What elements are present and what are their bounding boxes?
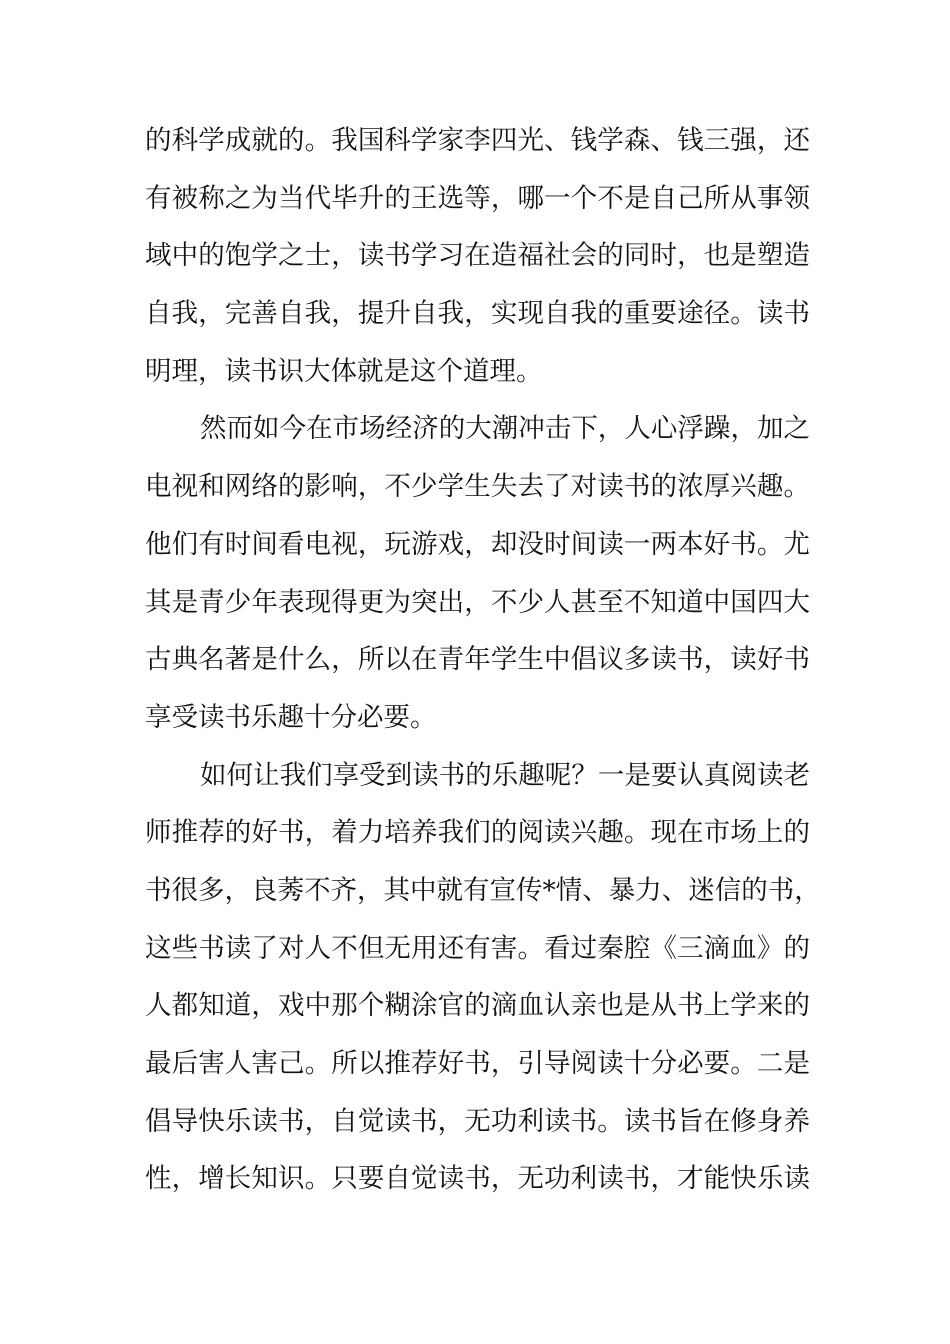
text-line: 倡导快乐读书，自觉读书，无功利读书。读书旨在修身养 (145, 1105, 810, 1137)
text-line: 的科学成就的。我国科学家李四光、钱学森、钱三强，还 (145, 125, 810, 156)
text-line: 如何让我们享受到读书的乐趣呢？一是要认真阅读老 (200, 759, 810, 791)
text-line: 域中的饱学之士，读书学习在造福社会的同时，也是塑造 (145, 240, 810, 272)
body-text (145, 112, 821, 1208)
text-line: 师推荐的好书，着力培养我们的阅读兴趣。现在市场上的 (145, 817, 810, 849)
text-line: 古典名著是什么，所以在青年学生中倡议多读书，读好书 (145, 644, 810, 676)
text-line: 电视和网络的影响，不少学生失去了对读书的浓厚兴趣。 (145, 471, 810, 503)
text-line: 书很多，良莠不齐，其中就有宣传*情、暴力、迷信的书， (145, 874, 821, 906)
text-line: 性，增长知识。只要自觉读书，无功利读书，才能快乐读 (145, 1163, 810, 1195)
text-line: 其是青少年表现得更为突出，不少人甚至不知道中国四大 (145, 586, 810, 618)
text-line: 人都知道，戏中那个糊涂官的滴血认亲也是从书上学来的 (145, 990, 810, 1022)
text-line: 自我，完善自我，提升自我，实现自我的重要途径。读书 (145, 298, 810, 330)
text-line: 有被称之为当代毕升的王选等，哪一个不是自己所从事领 (145, 182, 810, 214)
text-line: 他们有时间看电视，玩游戏，却没时间读一两本好书。尤 (145, 528, 810, 560)
text-line: 明理，读书识大体就是这个道理。 (145, 355, 543, 387)
text-line: 最后害人害己。所以推荐好书，引导阅读十分必要。二是 (145, 1048, 810, 1079)
text-line: 享受读书乐趣十分必要。 (145, 701, 437, 733)
text-line: 然而如今在市场经济的大潮冲击下，人心浮躁，加之 (200, 413, 810, 445)
text-line: 这些书读了对人不但无用还有害。看过秦腔《三滴血》的 (145, 932, 810, 964)
